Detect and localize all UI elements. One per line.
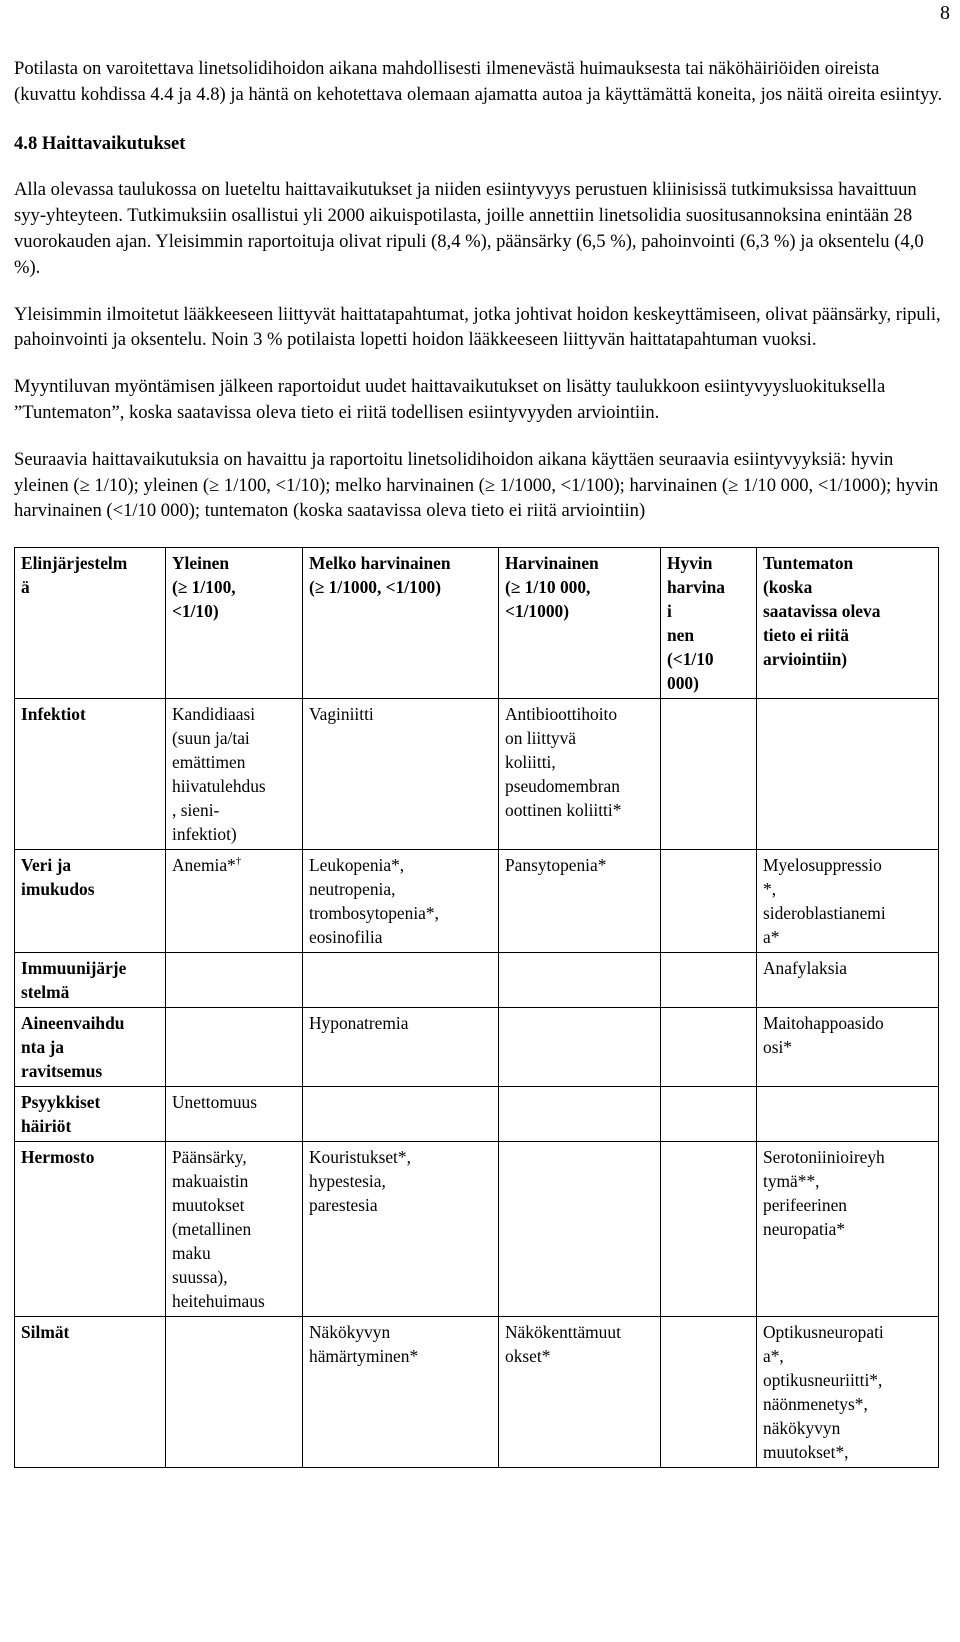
paragraph-discontinuation: Yleisimmin ilmoitetut lääkkeeseen liittyvät haittatapahtumat, jotka johtivat hoidon keskeyttämiseen, olivat päänsärky, ripuli, pahoinvointi ja oksentelu. Noin 3 % potilaista lopetti hoidon lääkkeeseen liittyvän haittatapahtuman vuoksi. xyxy=(14,303,941,351)
table-row xyxy=(15,1087,939,1142)
header-common: Yleinen (≥ 1/100, <1/10) xyxy=(166,548,303,699)
table-row xyxy=(15,699,939,850)
common-cell: Päänsärky, makuaistin muutokset (metallinen maku suussa), heitehuimaus xyxy=(166,1142,303,1317)
very-rare-cell xyxy=(661,1087,757,1142)
common-cell xyxy=(166,1008,303,1087)
unknown-cell xyxy=(757,699,939,850)
very-rare-cell xyxy=(661,699,757,850)
organ-cell: Immuunijärje stelmä xyxy=(15,953,166,1008)
common-cell-text: Anemia* xyxy=(172,855,236,876)
intro-paragraph: Potilasta on varoitettava linetsolidihoidon aikana mahdollisesti ilmenevästä huimauksesta tai näköhäiriöiden oireista (kuvattu kohdissa 4.4 ja 4.8) ja häntä on kehotettava olemaan ajamatta autoa ja käyttämättä koneita, jos näitä oireita esiintyy. xyxy=(14,58,943,105)
header-very-rare: Hyvin harvina i nen (<1/10 000) xyxy=(661,548,757,699)
adverse-reactions-table xyxy=(14,547,939,1468)
common-cell: Unettomuus xyxy=(166,1087,303,1142)
organ-cell: Hermosto xyxy=(15,1142,166,1317)
paragraph-frequency-definitions: Seuraavia haittavaikutuksia on havaittu ja raportoitu linetsolidihoidon aikana käyttäen seuraavia esiintyvyyksiä: hyvin yleinen (≥ 1/10); yleinen (≥ 1/100, <1/10); melko harvinainen (≥ 1/1000, <1/100); harvinainen (≥ 1/10 000, <1/1000); hyvin harvinainen (<1/10 000); tuntematon (koska saatavissa oleva tieto ei riitä arviointiin) xyxy=(14,448,939,522)
uncommon-cell xyxy=(303,1087,499,1142)
rare-cell xyxy=(499,1087,661,1142)
rare-cell: Pansytopenia* xyxy=(499,850,661,953)
unknown-cell: Serotoniinioireyh tymä**, perifeerinen neuropatia* xyxy=(757,1142,939,1317)
table-row xyxy=(15,1317,939,1468)
uncommon-cell: Hyponatremia xyxy=(303,1008,499,1087)
header-uncommon: Melko harvinainen (≥ 1/1000, <1/100) xyxy=(303,548,499,699)
table-row xyxy=(15,1008,939,1087)
header-rare: Harvinainen (≥ 1/10 000, <1/1000) xyxy=(499,548,661,699)
very-rare-cell xyxy=(661,1008,757,1087)
rare-cell xyxy=(499,953,661,1008)
header-organ-system: Elinjärjestelm ä xyxy=(15,548,166,699)
organ-cell: Veri ja imukudos xyxy=(15,850,166,953)
rare-cell: Antibioottihoito on liittyvä koliitti, pseudomembran oottinen koliitti* xyxy=(499,699,661,850)
unknown-cell xyxy=(757,1087,939,1142)
very-rare-cell xyxy=(661,953,757,1008)
page-number: 8 xyxy=(940,2,950,24)
section-heading: 4.8 Haittavaikutukset xyxy=(14,132,186,154)
organ-cell: Silmät xyxy=(15,1317,166,1468)
unknown-cell: Optikusneuropati a*, optikusneuriitti*, näönmenetys*, näkökyvyn muutokset*, xyxy=(757,1317,939,1468)
unknown-cell: Maitohappoasido osi* xyxy=(757,1008,939,1087)
dagger-footnote-mark: † xyxy=(235,855,242,868)
very-rare-cell xyxy=(661,850,757,953)
unknown-cell: Myelosuppressio *, sideroblastianemi a* xyxy=(757,850,939,953)
unknown-cell: Anafylaksia xyxy=(757,953,939,1008)
uncommon-cell: Kouristukset*, hypestesia, parestesia xyxy=(303,1142,499,1317)
very-rare-cell xyxy=(661,1317,757,1468)
uncommon-cell: Vaginiitti xyxy=(303,699,499,850)
header-unknown: Tuntematon (koska saatavissa oleva tieto ei riitä arviointiin) xyxy=(757,548,939,699)
table-header-row xyxy=(15,548,939,699)
table-row xyxy=(15,953,939,1008)
common-cell: Kandidiaasi (suun ja/tai emättimen hiivatulehdus , sieni- infektiot) xyxy=(166,699,303,850)
paragraph-adverse-overview: Alla olevassa taulukossa on lueteltu haittavaikutukset ja niiden esiintyvyys perustuen kliinisissä tutkimuksissa havaittuun syy-yhteyteen. Tutkimuksiin osallistui yli 2000 aikuispotilasta, joille annettiin linetsolidia suositusannoksina enintään 28 vuorokauden ajan. Yleisimmin raportoituja olivat ripuli (8,4 %), päänsärky (6,5 %), pahoinvointi (6,3 %) ja oksentelu (4,0 %). xyxy=(14,179,924,278)
rare-cell xyxy=(499,1142,661,1317)
common-cell xyxy=(166,1317,303,1468)
document-body xyxy=(14,56,944,1468)
organ-cell: Psyykkiset häiriöt xyxy=(15,1087,166,1142)
table-row xyxy=(15,1142,939,1317)
organ-cell: Aineenvaihdu nta ja ravitsemus xyxy=(15,1008,166,1087)
common-cell xyxy=(166,850,303,953)
very-rare-cell xyxy=(661,1142,757,1317)
rare-cell: Näkökenttämuut okset* xyxy=(499,1317,661,1468)
rare-cell xyxy=(499,1008,661,1087)
table-row xyxy=(15,850,939,953)
common-cell xyxy=(166,953,303,1008)
paragraph-postmarketing: Myyntiluvan myöntämisen jälkeen raportoidut uudet haittavaikutukset on lisätty taulukkoon esiintyvyysluokituksella ”Tuntematon”, koska saatavissa oleva tieto ei riitä todellisen esiintyvyyden arviointiin. xyxy=(14,376,886,423)
uncommon-cell xyxy=(303,953,499,1008)
organ-cell: Infektiot xyxy=(15,699,166,850)
uncommon-cell: Leukopenia*, neutropenia, trombosytopenia*, eosinofilia xyxy=(303,850,499,953)
uncommon-cell: Näkökyvyn hämärtyminen* xyxy=(303,1317,499,1468)
